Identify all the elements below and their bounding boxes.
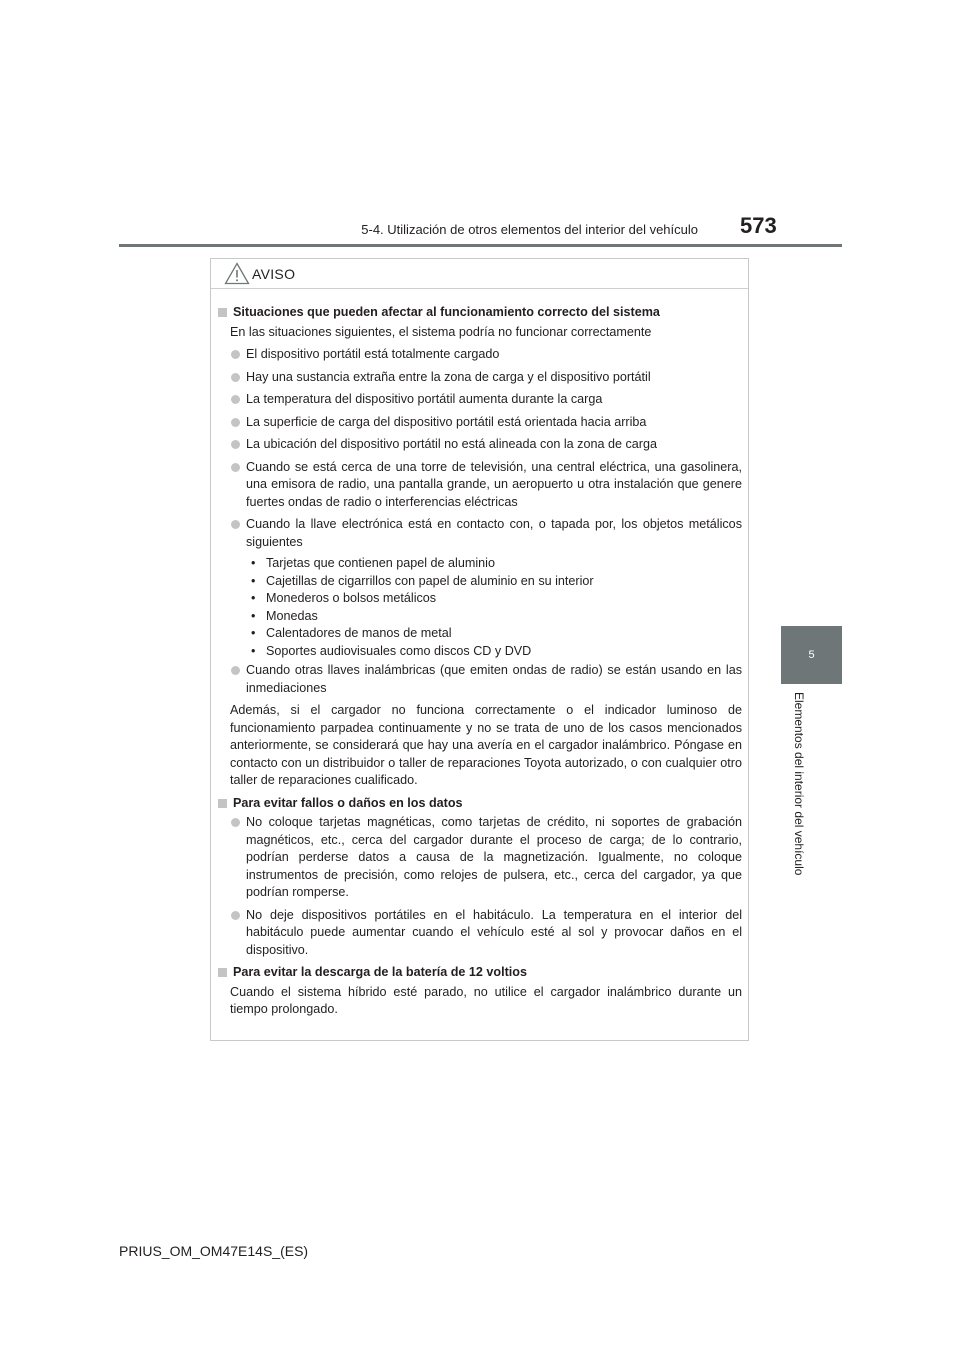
- circle-bullet-icon: [231, 418, 240, 427]
- list-item: La superficie de carga del dispositivo portátil está orientada hacia arriba: [218, 414, 742, 432]
- sub-list: [218, 555, 742, 660]
- square-bullet-icon: [218, 308, 227, 317]
- sub-list-item: • Soportes audiovisuales como discos CD y DVD: [251, 643, 532, 658]
- warning-label: AVISO: [252, 265, 296, 282]
- sub-list-item: • Tarjetas que contienen papel de aluminio: [251, 556, 495, 570]
- list-item: La temperatura del dispositivo portátil aumenta durante la carga: [218, 391, 742, 409]
- circle-bullet-icon: [231, 666, 240, 675]
- page-number: 573: [740, 213, 777, 238]
- warning-triangle-icon: [224, 262, 250, 285]
- sub-list-item: • Monedas: [251, 608, 318, 623]
- header-rule: [119, 244, 842, 247]
- section-heading: Para evitar fallos o daños en los datos: [218, 795, 742, 813]
- list-item: No coloque tarjetas magnéticas, como tarjetas de crédito, ni soportes de grabación magnéticos, etc., cerca del cargador durante el proceso de carga; de lo contrario, podrían perderse datos a causa de la magnetización. Igualmente, no coloque instrumentos de precisión, como relojes de pulsera, etc., cerca del cargador, ya que podrían romperse.: [218, 814, 742, 902]
- paragraph: Además, si el cargador no funciona correctamente o el indicador luminoso de funcionamiento parpadea continuamente y no se trata de uno de los casos mencionados anteriormente, se considerará que hay una avería en el cargador inalámbrico. Póngase en contacto con un distribuidor o taller de reparaciones Toyota autorizado, o con cualquier otro taller de reparaciones cualificado.: [230, 703, 742, 787]
- circle-bullet-icon: [231, 440, 240, 449]
- sub-list-item: • Calentadores de manos de metal: [251, 626, 452, 640]
- warning-box: [210, 258, 749, 1041]
- circle-bullet-icon: [231, 463, 240, 472]
- chapter-tab: [781, 626, 842, 684]
- circle-bullet-icon: [231, 350, 240, 359]
- circle-bullet-icon: [231, 818, 240, 827]
- section-heading: Situaciones que pueden afectar al funcionamiento correcto del sistema: [218, 304, 742, 322]
- sub-list-item: • Monederos o bolsos metálicos: [251, 591, 437, 605]
- square-bullet-icon: [218, 968, 227, 977]
- paragraph: En las situaciones siguientes, el sistema podría no funcionar correctamente: [230, 324, 652, 339]
- list-item: Cuando la llave electrónica está en contacto con, o tapada por, los objetos metálicos siguientes: [218, 516, 742, 551]
- circle-bullet-icon: [231, 373, 240, 382]
- circle-bullet-icon: [231, 395, 240, 404]
- chapter-side-label: Elementos del interior del vehículo: [792, 692, 806, 876]
- circle-bullet-icon: [231, 520, 240, 529]
- list-item: Cuando otras llaves inalámbricas (que emiten ondas de radio) se están usando en las inmediaciones: [218, 662, 742, 697]
- section-heading: Para evitar la descarga de la batería de 12 voltios: [218, 964, 742, 982]
- warning-header: [211, 259, 748, 289]
- list-item: Hay una sustancia extraña entre la zona de carga y el dispositivo portátil: [218, 369, 742, 387]
- sub-list-item: • Cajetillas de cigarrillos con papel de aluminio en su interior: [251, 573, 594, 588]
- paragraph: Cuando el sistema híbrido esté parado, no utilice el cargador inalámbrico durante un tiempo prolongado.: [230, 984, 742, 1016]
- square-bullet-icon: [218, 799, 227, 808]
- list-item: Cuando se está cerca de una torre de televisión, una central eléctrica, una gasolinera, una emisora de radio, una pantalla grande, un aeropuerto u otra instalación que genere fuertes ondas de radio o interferencias eléctricas: [218, 459, 742, 512]
- list-item: El dispositivo portátil está totalmente cargado: [218, 346, 742, 364]
- warning-body: [211, 289, 748, 1019]
- circle-bullet-icon: [231, 911, 240, 920]
- document-id: PRIUS_OM_OM47E14S_(ES): [119, 1243, 309, 1259]
- section-title: 5-4. Utilización de otros elementos del interior del vehículo: [361, 222, 698, 237]
- list-item: No deje dispositivos portátiles en el habitáculo. La temperatura en el interior del habitáculo puede aumentar cuando el vehículo esté al sol y provocar daños en el dispositivo.: [218, 907, 742, 960]
- chapter-number: 5: [808, 649, 815, 661]
- list-item: La ubicación del dispositivo portátil no está alineada con la zona de carga: [218, 436, 742, 454]
